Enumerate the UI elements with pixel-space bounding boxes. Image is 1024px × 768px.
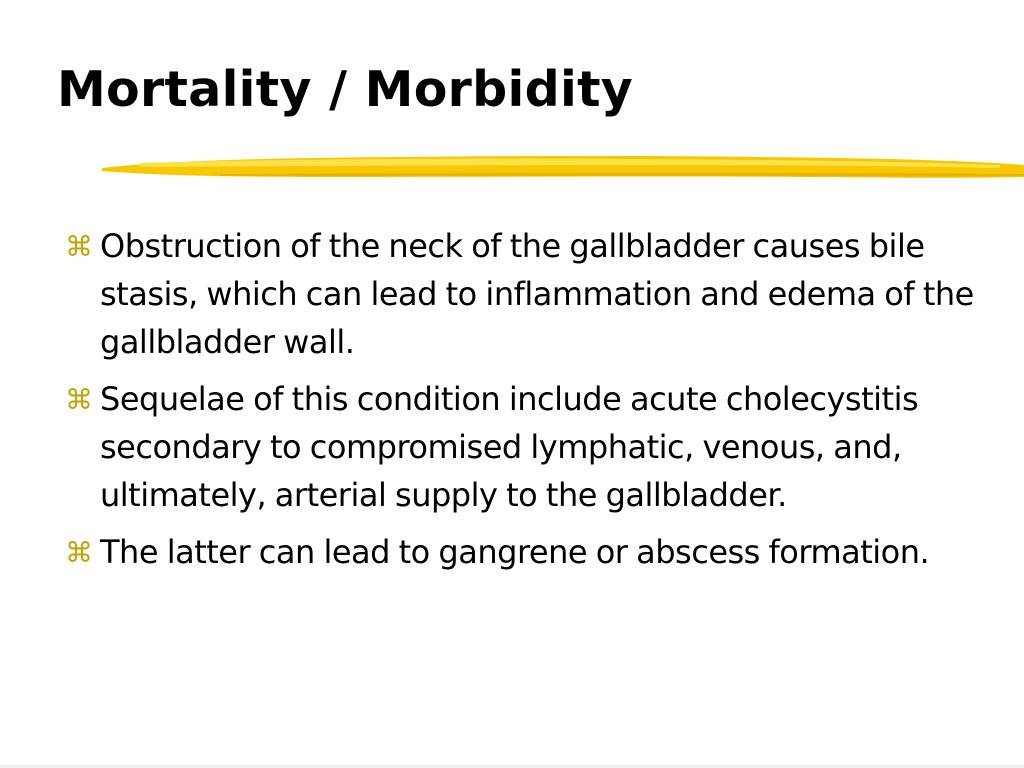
bullet-item: [62, 528, 982, 576]
bullet-text: Obstruction of the neck of the gallbladder causes bile stasis, which can lead to inflammation and edema of the gallbladder wall.: [100, 227, 974, 361]
z-swirl-bullet-icon: ⌘: [65, 230, 93, 263]
bullet-text: The latter can lead to gangrene or abscess formation.: [100, 533, 930, 571]
brush-stroke-shadow: [220, 173, 1024, 176]
title-underline-brush-stroke: [100, 147, 1024, 187]
bullet-list: [62, 222, 982, 585]
bullet-text: Sequelae of this condition include acute cholecystitis secondary to compromised lymphatic, venous, and, ultimately, arterial supply to the gallbladder.: [100, 380, 919, 514]
slide-title: Mortality / Morbidity: [57, 61, 634, 118]
z-swirl-bullet-icon: ⌘: [65, 383, 93, 416]
bullet-item: [62, 375, 982, 519]
bullet-item: [62, 222, 982, 366]
z-swirl-bullet-icon: ⌘: [65, 536, 93, 569]
